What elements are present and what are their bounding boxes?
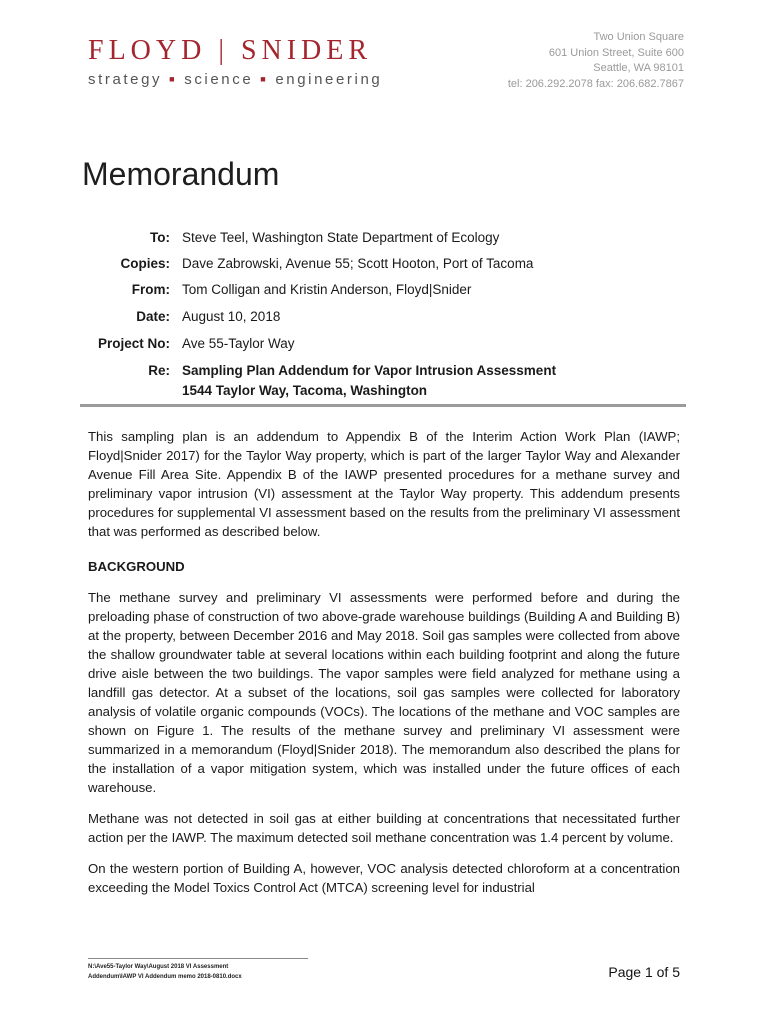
field-label: From:: [131, 282, 170, 297]
address-line: Two Union Square: [593, 31, 684, 43]
field-re: [80, 361, 686, 401]
re-address: 1544 Taylor Way, Tacoma, Washington: [182, 383, 428, 398]
address-line: 601 Union Street, Suite 600: [548, 46, 684, 59]
company-name: FLOYD | SNIDER: [88, 35, 373, 66]
field-copies: [80, 254, 686, 274]
tagline-separator-icon: ■: [260, 74, 269, 84]
field-label: Date:: [136, 309, 170, 324]
company-logo: [88, 36, 382, 89]
field-value: Dave Zabrowski, Avenue 55; Scott Hooton, Port of Tacoma: [182, 256, 534, 271]
field-value: Ave 55-Taylor Way: [182, 336, 295, 351]
field-value: Steve Teel, Washington State Department of Ecology: [182, 230, 500, 245]
address-phone: tel: 206.292.2078 fax: 206.682.7867: [507, 77, 684, 90]
field-from: [80, 280, 686, 300]
field-label: Project No:: [97, 336, 170, 351]
tagline-science: science: [184, 71, 254, 88]
tagline-strategy: strategy: [88, 71, 163, 88]
re-subject: Sampling Plan Addendum for Vapor Intrusion Assessment: [182, 363, 557, 378]
field-project-no: [80, 334, 686, 354]
memo-fields: [80, 228, 686, 401]
tagline-engineering: engineering: [275, 71, 383, 88]
footer-divider: [88, 958, 308, 959]
field-date: [80, 307, 686, 327]
file-path: [88, 962, 242, 982]
header-divider: [80, 404, 686, 407]
memo-body: [88, 427, 680, 909]
section-heading: BACKGROUND: [88, 559, 185, 574]
page-number: Page 1 of 5: [608, 964, 680, 980]
field-label: To:: [150, 230, 170, 245]
memo-title: Memorandum: [82, 156, 280, 192]
field-value: [182, 361, 556, 401]
company-tagline: [88, 70, 382, 89]
file-path-line: N:\Ave55-Taylor Way\August 2018 VI Assessment: [88, 964, 229, 970]
body-paragraph: On the western portion of Building A, however, VOC analysis detected chloroform at a concentration exceeding the Model Toxics Control Act (MTCA) screening level for industrial: [88, 861, 680, 895]
body-paragraph: The methane survey and preliminary VI assessments were performed before and during the preloading phase of construction of two above-grade warehouse buildings (Building A and Building B) at the property, between December 2016 and May 2018. Soil gas samples were collected from above the shallow groundwater table at several locations within each building footprint and along the future drive aisle between the two buildings. The vapor samples were field analyzed for methane using a landfill gas detector. At a subset of the locations, soil gas samples were collected for laboratory analysis of volatile organic compounds (VOCs). The locations of the methane and VOC samples are shown on Figure 1. The results of the methane survey and preliminary VI assessment were summarized in a memorandum (Floyd|Snider 2018). The memorandum also described the plans for the installation of a vapor mitigation system, which was installed under the future offices of each warehouse.: [88, 590, 680, 795]
field-value: Tom Colligan and Kristin Anderson, Floyd|Snider: [182, 282, 472, 297]
address-line: Seattle, WA 98101: [593, 62, 684, 74]
field-label: Re:: [148, 363, 170, 378]
body-paragraph: Methane was not detected in soil gas at either building at concentrations that necessitated further action per the IAWP. The maximum detected soil methane concentration was 1.4 percent by volume.: [88, 811, 680, 845]
company-address: [508, 30, 684, 92]
tagline-separator-icon: ■: [169, 74, 178, 84]
field-value: August 10, 2018: [182, 309, 281, 324]
file-path-line: Addendum\IAWP VI Addendum memo 2018-0810.docx: [88, 974, 242, 980]
intro-paragraph: This sampling plan is an addendum to Appendix B of the Interim Action Work Plan (IAWP; Floyd|Snider 2017) for the Taylor Way property, which is part of the larger Taylor Way and Alexander Avenue Fill Area Site. Appendix B of the IAWP presented procedures for a methane survey and preliminary vapor intrusion (VI) assessment at the Taylor Way property. This addendum presents procedures for supplemental VI assessment based on the results from the preliminary VI assessment that was performed as described below.: [88, 429, 680, 539]
field-to: [80, 228, 686, 248]
field-label: Copies:: [120, 256, 170, 271]
